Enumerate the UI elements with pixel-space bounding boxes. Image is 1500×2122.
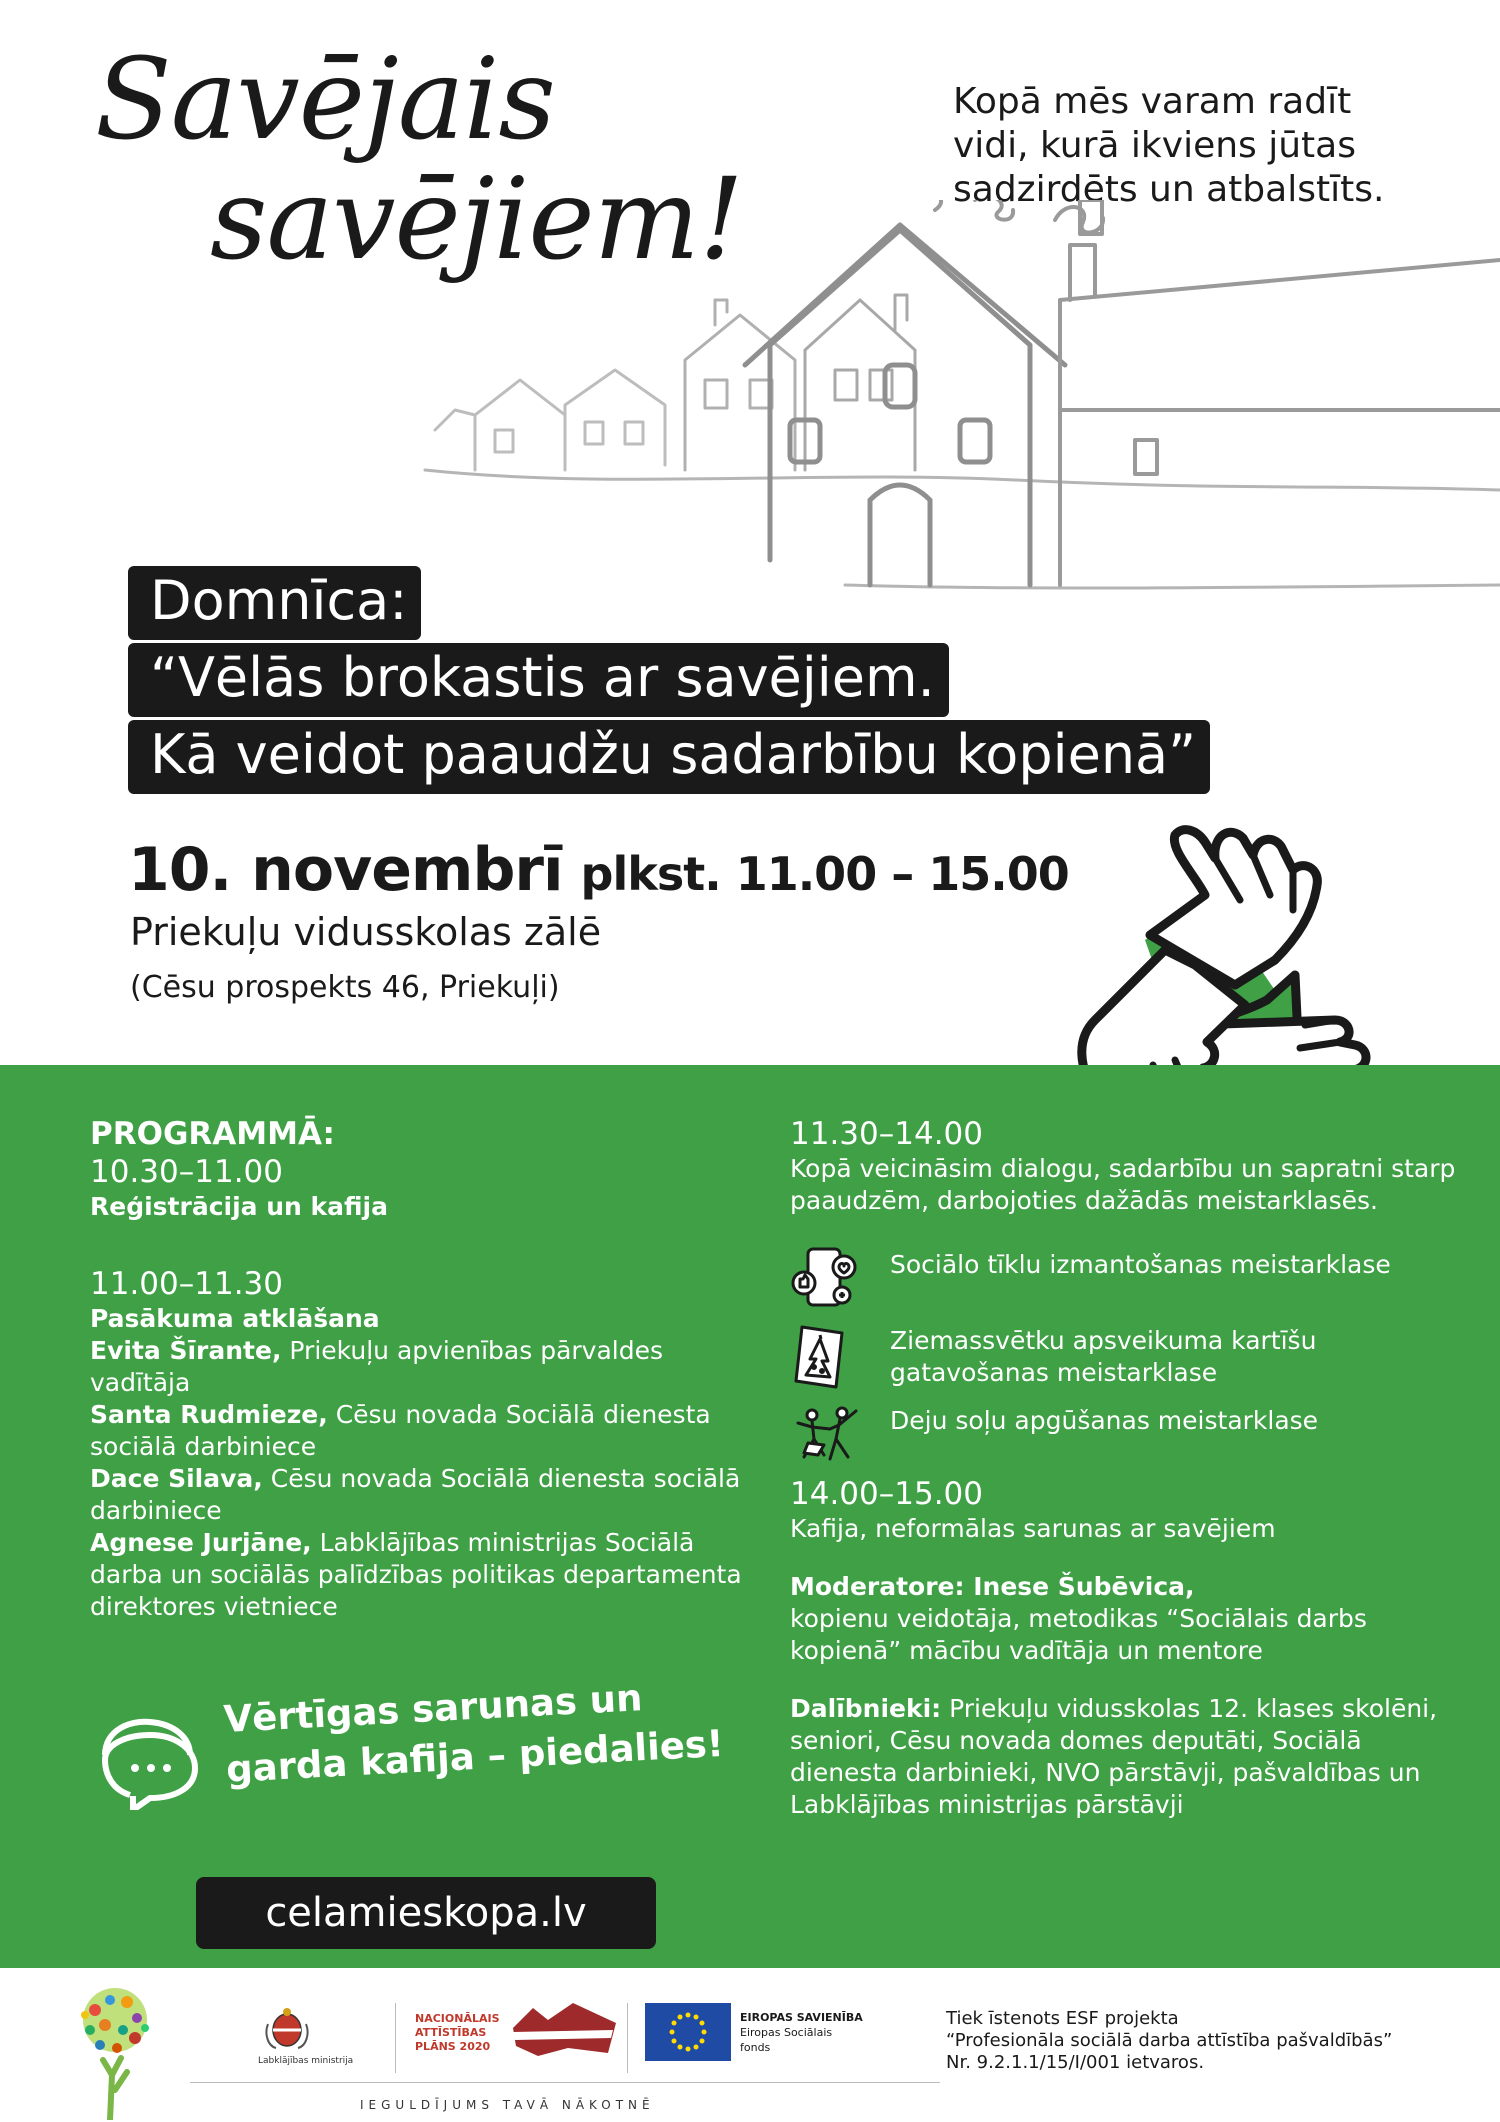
moderator-label: Moderatore: Inese Šubēvica, [790,1572,1195,1601]
event-date: 10. novembrī [128,835,563,905]
nap-line3: PLĀNS 2020 [415,2040,491,2053]
slot1-time: 10.30–11.00 [90,1154,283,1190]
workshop-item [790,1243,1470,1319]
workshop-label: Ziemassvētku apsveikuma kartīšu gatavošanas meistarklase [890,1326,1317,1387]
speaker-name: Dace Silava, [90,1464,263,1493]
speaker-role: Labklājības ministrijas Sociālā darba un sociālās palīdzības politikas departamenta direktores vietniece [90,1528,742,1621]
slot1-title: Reģistrācija un kafija [90,1192,388,1221]
dancing-couple-icon [790,1399,862,1471]
footer-separator [190,2082,940,2083]
main-title-line1: Savējais [95,35,555,165]
eu-text [740,2010,863,2055]
eu-flag-logo [645,2003,731,2061]
tree-logo [65,1980,165,2120]
speaker-role: Priekuļu apvienības pārvaldes vadītāja [90,1336,664,1397]
workshop-item [790,1399,1470,1475]
cta-line2: garda kafija – piedalies! [225,1721,725,1791]
call-to-action [90,1676,770,1825]
website-link[interactable]: celamieskopa.lv [196,1877,656,1949]
latvian-flag-logo [508,1998,620,2058]
eu-fund-line1: Eiropas Sociālais [740,2026,833,2039]
event-datetime [128,835,1069,905]
main-title-line2: savējiem! [210,155,743,285]
tagline: Kopā mēs varam radīt vidi, kurā ikviens jūtas sadzirdēts un atbalstīts. [953,81,1385,210]
event-title [128,566,1210,797]
speaker-role: Cēsu novada Sociālā dienesta sociālā darbiniece [90,1464,741,1525]
participants-desc: Priekuļu vidusskolas 12. klases skolēni, seniori, Cēsu novada domes deputāti, Sociālā dienesta darbinieki, NVO pārstāvji, pašvaldības un Labklājības ministrijas pārstāvji [790,1694,1438,1819]
slot3-time: 11.30–14.00 [790,1116,983,1152]
speaker-name: Agnese Jurjāne, [90,1528,312,1557]
divider [395,2003,396,2073]
program-label: PROGRAMMĀ: [90,1116,335,1152]
eu-fund-line2: fonds [740,2041,771,2054]
speaker-role: Cēsu novada Sociālā dienesta sociālā darbiniece [90,1400,711,1461]
slot2-title: Pasākuma atklāšana [90,1304,380,1333]
village-houses-illustration [415,200,1500,600]
esf-line1: Tiek īstenots ESF projekta [946,2008,1179,2029]
slot2-time: 11.00–11.30 [90,1266,283,1302]
moderator-desc: kopienu veidotāja, metodikas “Sociālais darbs kopienā” mācību vadītāja un mentore [790,1604,1367,1665]
workshop-label: Sociālo tīklu izmantošanas meistarklase [890,1250,1391,1279]
nap-text [415,2012,500,2054]
speaker-item [90,1335,770,1399]
nap-line2: ATTĪSTĪBAS [415,2026,487,2039]
program-section [0,1065,1500,1968]
footer [0,1968,1500,2122]
divider [627,2003,628,2073]
participants [790,1693,1470,1821]
speaker-name: Evita Šīrante, [90,1336,282,1365]
event-address: (Cēsu prospekts 46, Priekuļi) [130,970,560,1005]
slot3-desc: Kopā veicināsim dialogu, sadarbību un sapratni starp paaudzēm, darbojoties dažādās meistarklasēs. [790,1154,1456,1215]
program-right-column [790,1115,1470,1821]
speaker-item [90,1463,770,1527]
speaker-item [90,1399,770,1463]
event-title-line2: “Vēlās brokastis ar savējiem. [128,643,949,717]
esf-line2: “Profesionāla sociālā darba attīstība pašvaldībās” [946,2030,1393,2051]
participants-label: Dalībnieki: [790,1694,942,1723]
slot4-desc: Kafija, neformālas sarunas ar savējiem [790,1514,1276,1543]
workshop-item [790,1319,1470,1399]
workshop-label: Deju soļu apgūšanas meistarklase [890,1406,1319,1435]
chat-bubbles-icon [95,1710,205,1810]
slot4-time: 14.00–15.00 [790,1476,983,1512]
event-time: plkst. 11.00 – 15.00 [580,847,1069,901]
christmas-card-icon [790,1319,862,1391]
cta-line1: Vērtīgas sarunas un [222,1676,644,1742]
social-media-icon [790,1243,862,1315]
ministry-label: Labklājības ministrija [258,2056,354,2066]
event-venue: Priekuļu vidusskolas zālē [130,910,602,954]
coat-of-arms-logo [262,2004,312,2052]
esf-line3: Nr. 9.2.1.1/15/I/001 ietvaros. [946,2052,1205,2073]
slogan: IEGULDĪJUMS TAVĀ NĀKOTNĒ [360,2098,655,2112]
event-title-line3: Kā veidot paaudžu sadarbību kopienā” [128,720,1210,794]
esf-project-text [946,2008,1392,2074]
program-left-column [90,1115,770,1936]
nap-line1: NACIONĀLAIS [415,2012,500,2025]
speaker-name: Santa Rudmieze, [90,1400,328,1429]
eu-title: EIROPAS SAVIENĪBA [740,2011,863,2024]
event-title-line1: Domnīca: [128,566,421,640]
speaker-item [90,1527,770,1623]
cta-text [222,1669,725,1795]
